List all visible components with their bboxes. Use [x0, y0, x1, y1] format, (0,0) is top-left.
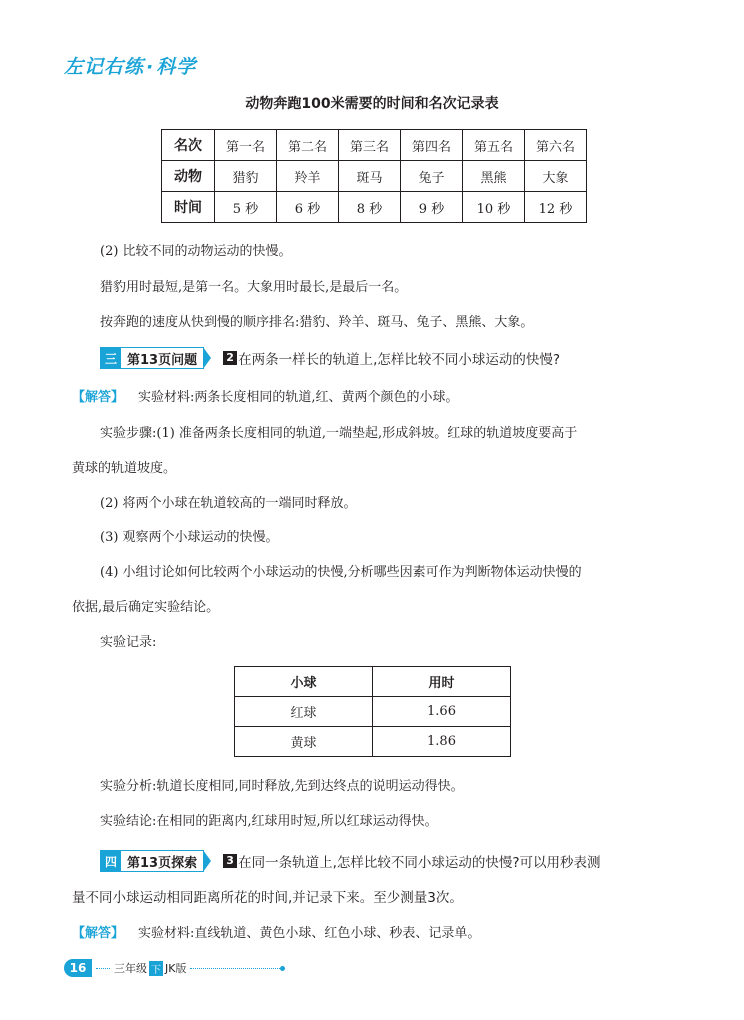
question-2: (2) 比较不同的动物运动的快慢。 — [100, 244, 292, 259]
section-label: 第13页探索 — [127, 855, 198, 871]
table-cell: 红球 — [235, 697, 373, 727]
table-cell: 第一名 — [215, 130, 277, 161]
answer-block — [72, 922, 480, 941]
table-header-cell: 名次 — [162, 130, 215, 161]
subject-name: 科学 — [156, 56, 197, 78]
step-line: 依据,最后确定实验结论。 — [72, 600, 220, 615]
grade-label: 三年级 — [114, 962, 147, 975]
brand-header — [64, 52, 196, 79]
table-row — [162, 161, 587, 192]
analysis-text: 实验分析:轨道长度相同,同时释放,先到达终点的说明运动得快。 — [100, 779, 464, 794]
section-4-heading — [100, 849, 601, 873]
table-cell: 黄球 — [235, 727, 373, 757]
table-cell: 第三名 — [339, 130, 401, 161]
table-cell: 6 秒 — [277, 192, 339, 223]
answer-tag: 【解答】 — [72, 390, 125, 405]
term-label: 下 — [149, 961, 163, 976]
section-3-heading — [100, 346, 560, 370]
step-line: (2) 将两个小球在轨道较高的一端同时释放。 — [100, 496, 357, 511]
footer-divider — [96, 968, 110, 969]
table-cell: 黑熊 — [463, 161, 525, 192]
footer-end-dot — [280, 966, 285, 971]
section-label: 第13页问题 — [127, 352, 198, 368]
page-footer — [64, 958, 285, 978]
answer-block — [72, 386, 459, 405]
record-label: 实验记录: — [100, 635, 157, 650]
step-line: 实验步骤:(1) 准备两条长度相同的轨道,一端垫起,形成斜坡。红球的轨道坡度要高于 — [100, 426, 578, 441]
table-cell: 第六名 — [525, 130, 587, 161]
step-line: 黄球的轨道坡度。 — [72, 461, 177, 476]
materials-text: 实验材料:两条长度相同的轨道,红、黄两个颜色的小球。 — [138, 390, 459, 405]
table-cell: 10 秒 — [463, 192, 525, 223]
step-line: (3) 观察两个小球运动的快慢。 — [100, 530, 279, 545]
table-cell: 第二名 — [277, 130, 339, 161]
answer-line: 按奔跑的速度从快到慢的顺序排名:猎豹、羚羊、斑马、兔子、黑熊、大象。 — [100, 315, 534, 330]
table-cell: 猎豹 — [215, 161, 277, 192]
ranking-table — [161, 129, 587, 223]
question-number: 2 — [223, 351, 237, 365]
table-row — [235, 727, 511, 757]
table-header-cell: 动物 — [162, 161, 215, 192]
record-table — [234, 666, 511, 757]
question-text: 在两条一样长的轨道上,怎样比较不同小球运动的快慢? — [238, 352, 561, 368]
footer-dotted-line — [190, 968, 280, 969]
question-text-continued: 量不同小球运动相同距离所花的时间,并记录下来。至少测量3次。 — [72, 890, 463, 906]
table-header-cell: 小球 — [235, 667, 373, 697]
table-cell: 第五名 — [463, 130, 525, 161]
table-cell: 1.86 — [373, 727, 511, 757]
section-arrow-icon — [203, 347, 211, 369]
table-cell: 9 秒 — [401, 192, 463, 223]
answer-line: 猎豹用时最短,是第一名。大象用时最长,是最后一名。 — [100, 280, 408, 295]
table-cell: 羚羊 — [277, 161, 339, 192]
table-cell: 第四名 — [401, 130, 463, 161]
table-cell: 1.66 — [373, 697, 511, 727]
table-title: 动物奔跑100米需要的时间和名次记录表 — [245, 96, 499, 112]
step-line: (4) 小组讨论如何比较两个小球运动的快慢,分析哪些因素可作为判断物体运动快慢的 — [100, 565, 582, 580]
table-row — [162, 130, 587, 161]
question-number: 3 — [223, 854, 237, 868]
page-number: 16 — [64, 959, 92, 977]
table-cell: 兔子 — [401, 161, 463, 192]
table-row — [162, 192, 587, 223]
table-cell: 大象 — [525, 161, 587, 192]
table-header-cell: 时间 — [162, 192, 215, 223]
table-cell: 12 秒 — [525, 192, 587, 223]
section-number: 四 — [101, 851, 121, 871]
section-badge — [100, 347, 204, 369]
table-cell: 8 秒 — [339, 192, 401, 223]
brand-name: 左记右练 — [64, 56, 145, 78]
section-number: 三 — [101, 348, 121, 368]
conclusion-text: 实验结论:在相同的距离内,红球用时短,所以红球运动得快。 — [100, 814, 438, 829]
question-text: 在同一条轨道上,怎样比较不同小球运动的快慢?可以用秒表测 — [238, 855, 601, 871]
edition-label: JK版 — [165, 962, 187, 975]
table-row — [235, 697, 511, 727]
answer-tag: 【解答】 — [72, 926, 125, 941]
table-row — [235, 667, 511, 697]
section-badge — [100, 850, 204, 872]
table-cell: 5 秒 — [215, 192, 277, 223]
table-cell: 斑马 — [339, 161, 401, 192]
table-header-cell: 用时 — [373, 667, 511, 697]
materials-text: 实验材料:直线轨道、黄色小球、红色小球、秒表、记录单。 — [138, 926, 481, 941]
brand-dot: · — [146, 56, 155, 78]
section-arrow-icon — [203, 850, 211, 872]
